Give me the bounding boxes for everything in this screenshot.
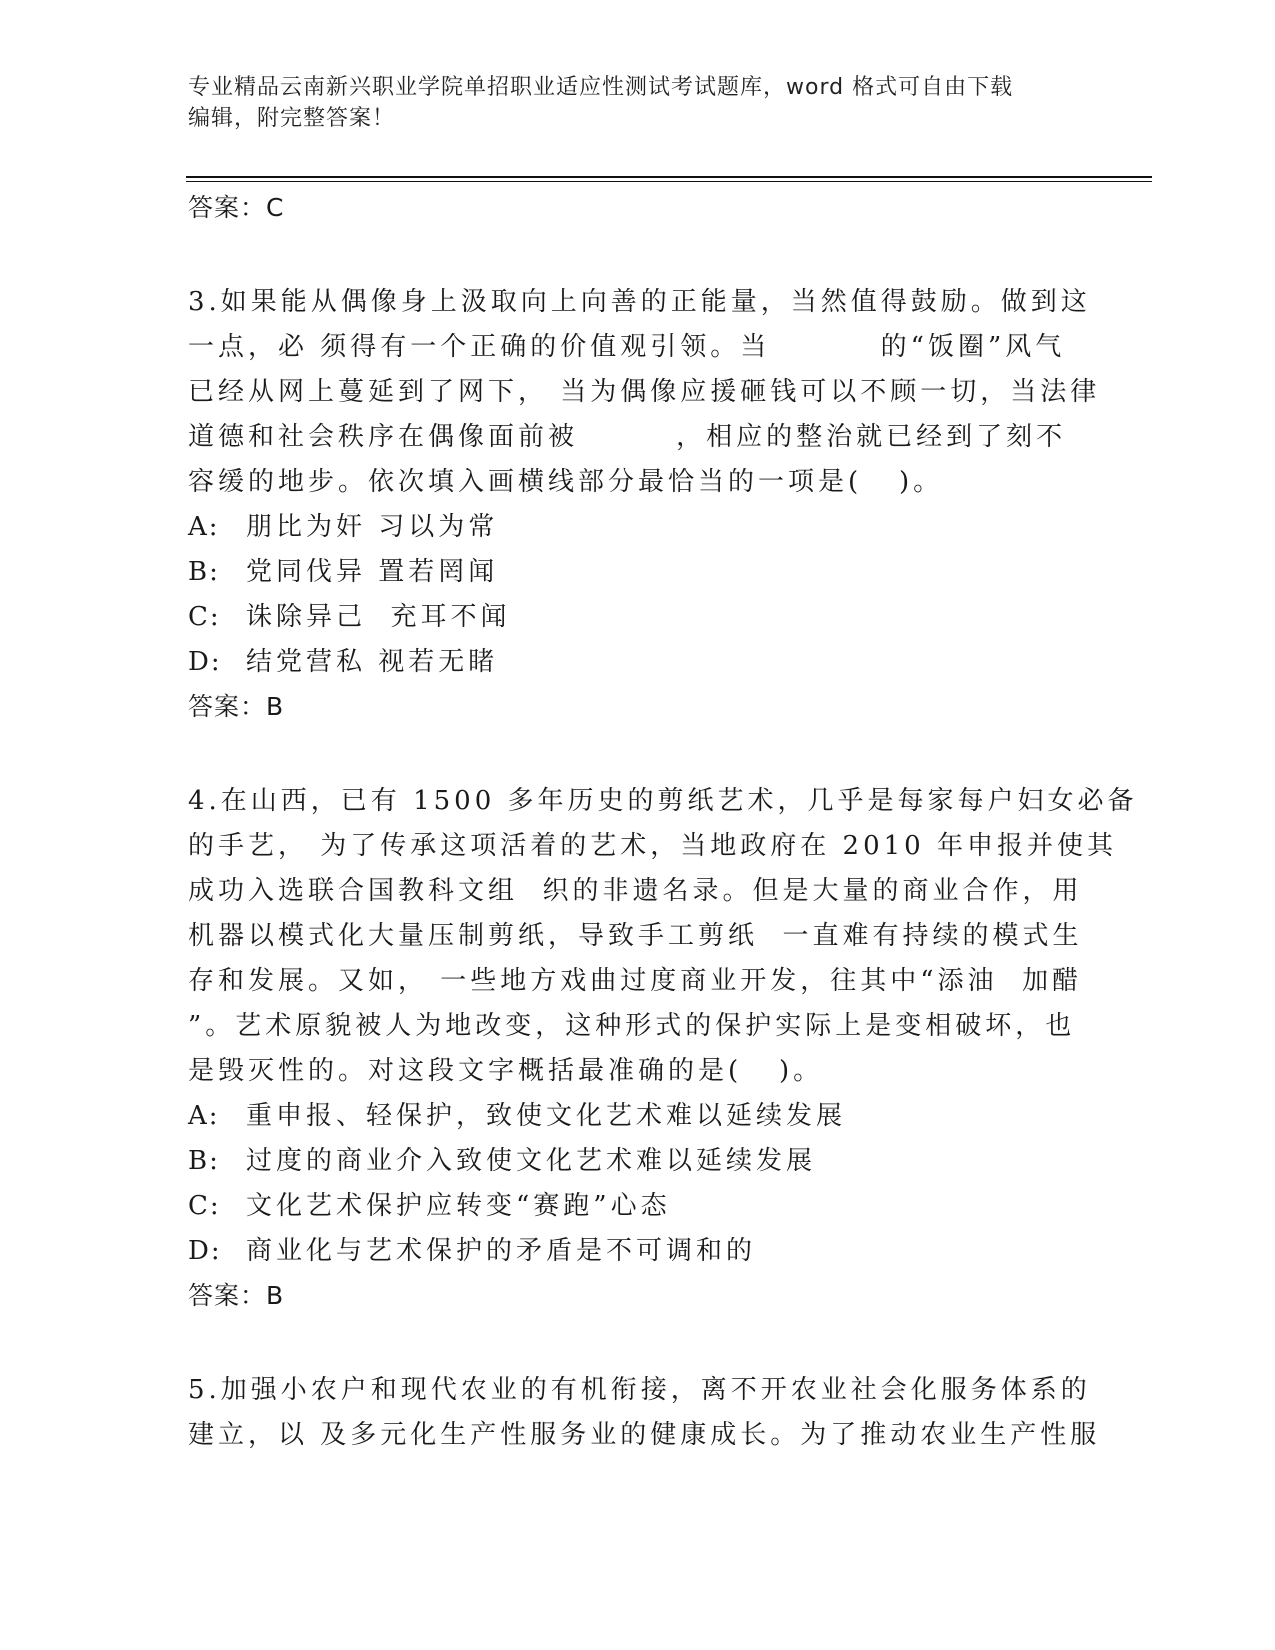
question-text-line: 3.如果能从偶像身上汲取向上向善的正能量，当然值得鼓励。做到这	[188, 287, 1091, 317]
option-d	[188, 640, 1088, 685]
option-b	[188, 550, 1088, 595]
header-line-2: 编辑，附完整答案！	[188, 106, 396, 131]
spacer	[188, 230, 1088, 280]
question-text-line: 机器以模式化大量压制剪纸，导致手工剪纸 一直难有持续的模式生	[188, 921, 1083, 951]
option-letter: D:	[188, 647, 222, 677]
option-letter: C:	[188, 1191, 221, 1221]
question-text-line: 一点，必 须得有一个正确的价值观引领。当 的“饭圈”风气	[188, 332, 1066, 362]
question-3	[188, 280, 1101, 729]
option-a	[188, 505, 1088, 550]
question-4	[188, 779, 1138, 1318]
option-b	[188, 1139, 1088, 1184]
question-text-line: 成功入选联合国教科文组 织的非遗名录。但是大量的商业合作，用	[188, 876, 1083, 906]
question-text-line: 建立，以 及多元化生产性服务业的健康成长。为了推动农业生产性服	[188, 1420, 1101, 1450]
option-text: 朋比为奸 习以为常	[246, 512, 499, 542]
document-header	[188, 72, 1068, 134]
option-letter: C:	[188, 602, 221, 632]
question-text-line: 4.在山西，已有 1500 多年历史的剪纸艺术，几乎是每家每户妇女必备	[188, 786, 1138, 816]
header-line-1: 专业精品云南新兴职业学院单招职业适应性测试考试题库，word 格式可自由下载	[188, 75, 1014, 100]
option-a	[188, 1094, 1088, 1139]
option-letter: B:	[188, 557, 220, 587]
question-text-line: ”。艺术原貌被人为地改变，这种形式的保护实际上是变相破坏，也	[188, 1011, 1076, 1041]
previous-answer: 答案：C	[188, 193, 285, 222]
option-letter: A:	[188, 512, 220, 542]
option-text: 文化艺术保护应转变“赛跑”心态	[246, 1191, 671, 1221]
document-body	[188, 186, 1138, 1458]
option-letter: A:	[188, 1101, 220, 1131]
question-text-line: 是毁灭性的。对这段文字概括最准确的是( )。	[188, 1056, 824, 1086]
question-text-line: 存和发展。又如， 一些地方戏曲过度商业开发，往其中“添油 加醋	[188, 966, 1083, 996]
option-text: 结党营私 视若无睹	[246, 647, 499, 677]
question-5	[188, 1368, 1101, 1458]
option-d	[188, 1229, 1088, 1274]
option-text: 党同伐异 置若罔闻	[246, 557, 499, 587]
header-rule-thick	[186, 176, 1152, 178]
option-letter: B:	[188, 1146, 220, 1176]
option-c	[188, 595, 1088, 640]
header-rule-thin	[186, 181, 1152, 182]
option-text: 商业化与艺术保护的矛盾是不可调和的	[246, 1236, 757, 1266]
question-text-line: 道德和社会秩序在偶像面前被 ，相应的整治就已经到了刻不	[188, 422, 1067, 452]
answer-line: 答案：B	[188, 692, 285, 721]
question-text-line: 5.加强小农户和现代农业的有机衔接，离不开农业社会化服务体系的	[188, 1375, 1091, 1405]
question-text-line: 的手艺， 为了传承这项活着的艺术，当地政府在 2010 年申报并使其	[188, 831, 1117, 861]
option-text: 诛除异己 充耳不闻	[246, 602, 511, 632]
option-c	[188, 1184, 1088, 1229]
question-text-line: 容缓的地步。依次填入画横线部分最恰当的一项是( )。	[188, 467, 944, 497]
question-text-line: 已经从网上蔓延到了网下， 当为偶像应援砸钱可以不顾一切，当法律	[188, 377, 1101, 407]
option-letter: D:	[188, 1236, 222, 1266]
answer-line: 答案：B	[188, 1281, 285, 1310]
option-text: 过度的商业介入致使文化艺术难以延续发展	[246, 1146, 817, 1176]
spacer	[188, 729, 1088, 779]
option-text: 重申报、轻保护，致使文化艺术难以延续发展	[246, 1101, 847, 1131]
spacer	[188, 1318, 1088, 1368]
